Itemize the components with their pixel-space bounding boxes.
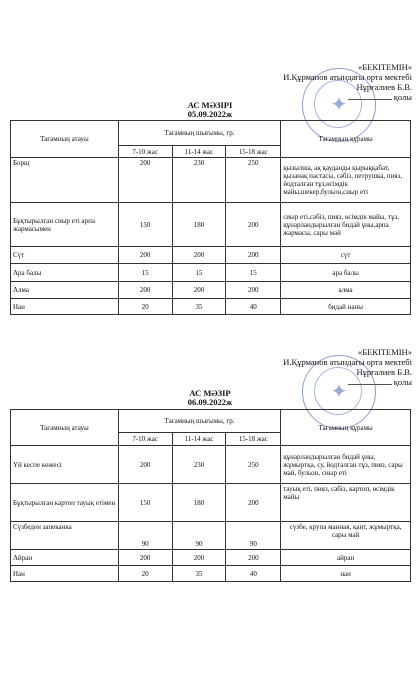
yield-11-14: 90 xyxy=(172,522,226,550)
official-seal: ✦ xyxy=(302,355,376,429)
yield-11-14: 200 xyxy=(172,282,226,299)
yield-11-14: 15 xyxy=(172,264,226,282)
table-row xyxy=(11,484,411,522)
food-name: Бұқтырылған картоп тауық етімен xyxy=(11,484,119,522)
yield-7-10: 200 xyxy=(118,446,172,484)
food-composition: нан xyxy=(281,566,411,582)
yield-15-18: 200 xyxy=(226,247,281,264)
signature-line xyxy=(348,99,392,100)
signature-line xyxy=(348,384,392,385)
yield-15-18: 90 xyxy=(226,522,281,550)
yield-7-10: 20 xyxy=(118,566,172,582)
table-row xyxy=(11,247,411,264)
header-age-11-14: 11-14 жас xyxy=(172,433,226,446)
table-row xyxy=(11,299,411,315)
approval-school: И.Құрманов атындағы орта мектебі xyxy=(283,357,412,367)
food-name: Сүзбеден запеканка xyxy=(11,522,119,550)
food-name: Сүт xyxy=(11,247,119,264)
yield-15-18: 40 xyxy=(226,299,281,315)
signature-label: қолы xyxy=(393,92,412,102)
food-name: Айран xyxy=(11,550,119,566)
yield-7-10: 200 xyxy=(118,282,172,299)
yield-7-10: 150 xyxy=(118,203,172,247)
approval-title: «БЕКІТЕМІН» xyxy=(358,347,412,357)
food-name: Алма xyxy=(11,282,119,299)
signature-label: қолы xyxy=(393,377,412,387)
food-composition: айран xyxy=(281,550,411,566)
yield-11-14: 35 xyxy=(172,299,226,315)
header-age-7-10: 7-10 жас xyxy=(118,146,172,158)
approval-director: Нұрғалиев Б.В. xyxy=(356,82,412,92)
food-composition: бидай наны xyxy=(281,299,411,315)
yield-11-14: 180 xyxy=(172,203,226,247)
yield-11-14: 230 xyxy=(172,158,226,203)
yield-11-14: 230 xyxy=(172,446,226,484)
header-age-15-18: 15-18 жас xyxy=(226,146,281,158)
header-yield: Тағамның шығымы, гр. xyxy=(118,410,281,433)
food-name: Үй кеспе көжесі xyxy=(11,446,119,484)
yield-11-14: 200 xyxy=(172,247,226,264)
table-row xyxy=(11,282,411,299)
header-age-15-18: 15-18 жас xyxy=(226,433,281,446)
table-row xyxy=(11,550,411,566)
yield-15-18: 250 xyxy=(226,158,281,203)
table-row xyxy=(11,203,411,247)
food-composition: сүт xyxy=(281,247,411,264)
food-name: Борщ xyxy=(11,158,119,203)
menu-table xyxy=(10,120,411,315)
food-composition: сүзбе, крупа манная, қант, жұмыртқа, сары май xyxy=(281,522,411,550)
header-food-name: Тағамның атауы xyxy=(11,121,119,158)
yield-11-14: 200 xyxy=(172,550,226,566)
yield-7-10: 200 xyxy=(118,158,172,203)
approval-signature xyxy=(283,377,412,387)
menu-title xyxy=(0,101,420,119)
table-row xyxy=(11,566,411,582)
header-food-name: Тағамның атауы xyxy=(11,410,119,446)
yield-15-18: 200 xyxy=(226,203,281,247)
menu-heading: АС МӘЗІРІ xyxy=(187,100,233,110)
yield-7-10: 150 xyxy=(118,484,172,522)
header-age-11-14: 11-14 жас xyxy=(172,146,226,158)
food-name: Нан xyxy=(11,566,119,582)
table-row xyxy=(11,264,411,282)
food-name: Нан xyxy=(11,299,119,315)
header-composition: Тағамның құрамы xyxy=(281,410,411,446)
header-yield: Тағамның шығымы, гр. xyxy=(118,121,280,146)
table-row xyxy=(11,158,411,203)
yield-11-14: 35 xyxy=(172,566,226,582)
yield-7-10: 200 xyxy=(118,550,172,566)
food-composition: сиыр еті,сәбіз, пияз, өсімдік майы, тұз, құнарландырылған бидай ұны,арпа жармасы, сары май xyxy=(281,203,411,247)
menu-date: 05.09.2022ж xyxy=(187,109,233,119)
yield-7-10: 200 xyxy=(118,247,172,264)
food-composition: тауық еті, пияз, сәбіз, картоп, өсімдік майы xyxy=(281,484,411,522)
yield-15-18: 200 xyxy=(226,484,281,522)
approval-block xyxy=(283,62,412,102)
approval-title: «БЕКІТЕМІН» xyxy=(358,62,412,72)
official-seal: ✦ xyxy=(302,68,376,142)
yield-15-18: 15 xyxy=(226,264,281,282)
food-composition: қызылша, ақ қауданды қырыққабат, қызанақ пастасы, сәбіз, петрушка, пияз, йодталған тұз,өсімдік майы,шекер,бульон,сиыр еті xyxy=(281,158,411,203)
menu-table xyxy=(10,409,411,582)
yield-7-10: 20 xyxy=(118,299,172,315)
approval-director: Нұрғалиев Б.В. xyxy=(356,367,412,377)
approval-block xyxy=(283,347,412,387)
yield-11-14: 180 xyxy=(172,484,226,522)
menu-title xyxy=(0,389,420,407)
approval-school: И.Құрманов атындағы орта мектебі xyxy=(283,72,412,82)
header-age-7-10: 7-10 жас xyxy=(118,433,172,446)
menu-heading: АС МӘЗІР xyxy=(189,388,231,398)
food-name: Бұқтырылған сиыр еті арпа жармасымен xyxy=(11,203,119,247)
food-name: Ара балы xyxy=(11,264,119,282)
menu-date: 06.09.2022ж xyxy=(187,397,233,407)
food-composition: ара балы xyxy=(281,264,411,282)
table-row xyxy=(11,446,411,484)
table-row xyxy=(11,522,411,550)
food-composition: алма xyxy=(281,282,411,299)
yield-15-18: 250 xyxy=(226,446,281,484)
yield-15-18: 200 xyxy=(226,282,281,299)
yield-7-10: 15 xyxy=(118,264,172,282)
header-composition: Тағамның құрамы xyxy=(281,121,411,158)
yield-15-18: 200 xyxy=(226,550,281,566)
food-composition: құнарландырылған бидай ұны, жұмыртқа, су, йодталған тұз, пияз, сары май, бульон, сиыр еті xyxy=(281,446,411,484)
yield-7-10: 90 xyxy=(118,522,172,550)
yield-15-18: 40 xyxy=(226,566,281,582)
